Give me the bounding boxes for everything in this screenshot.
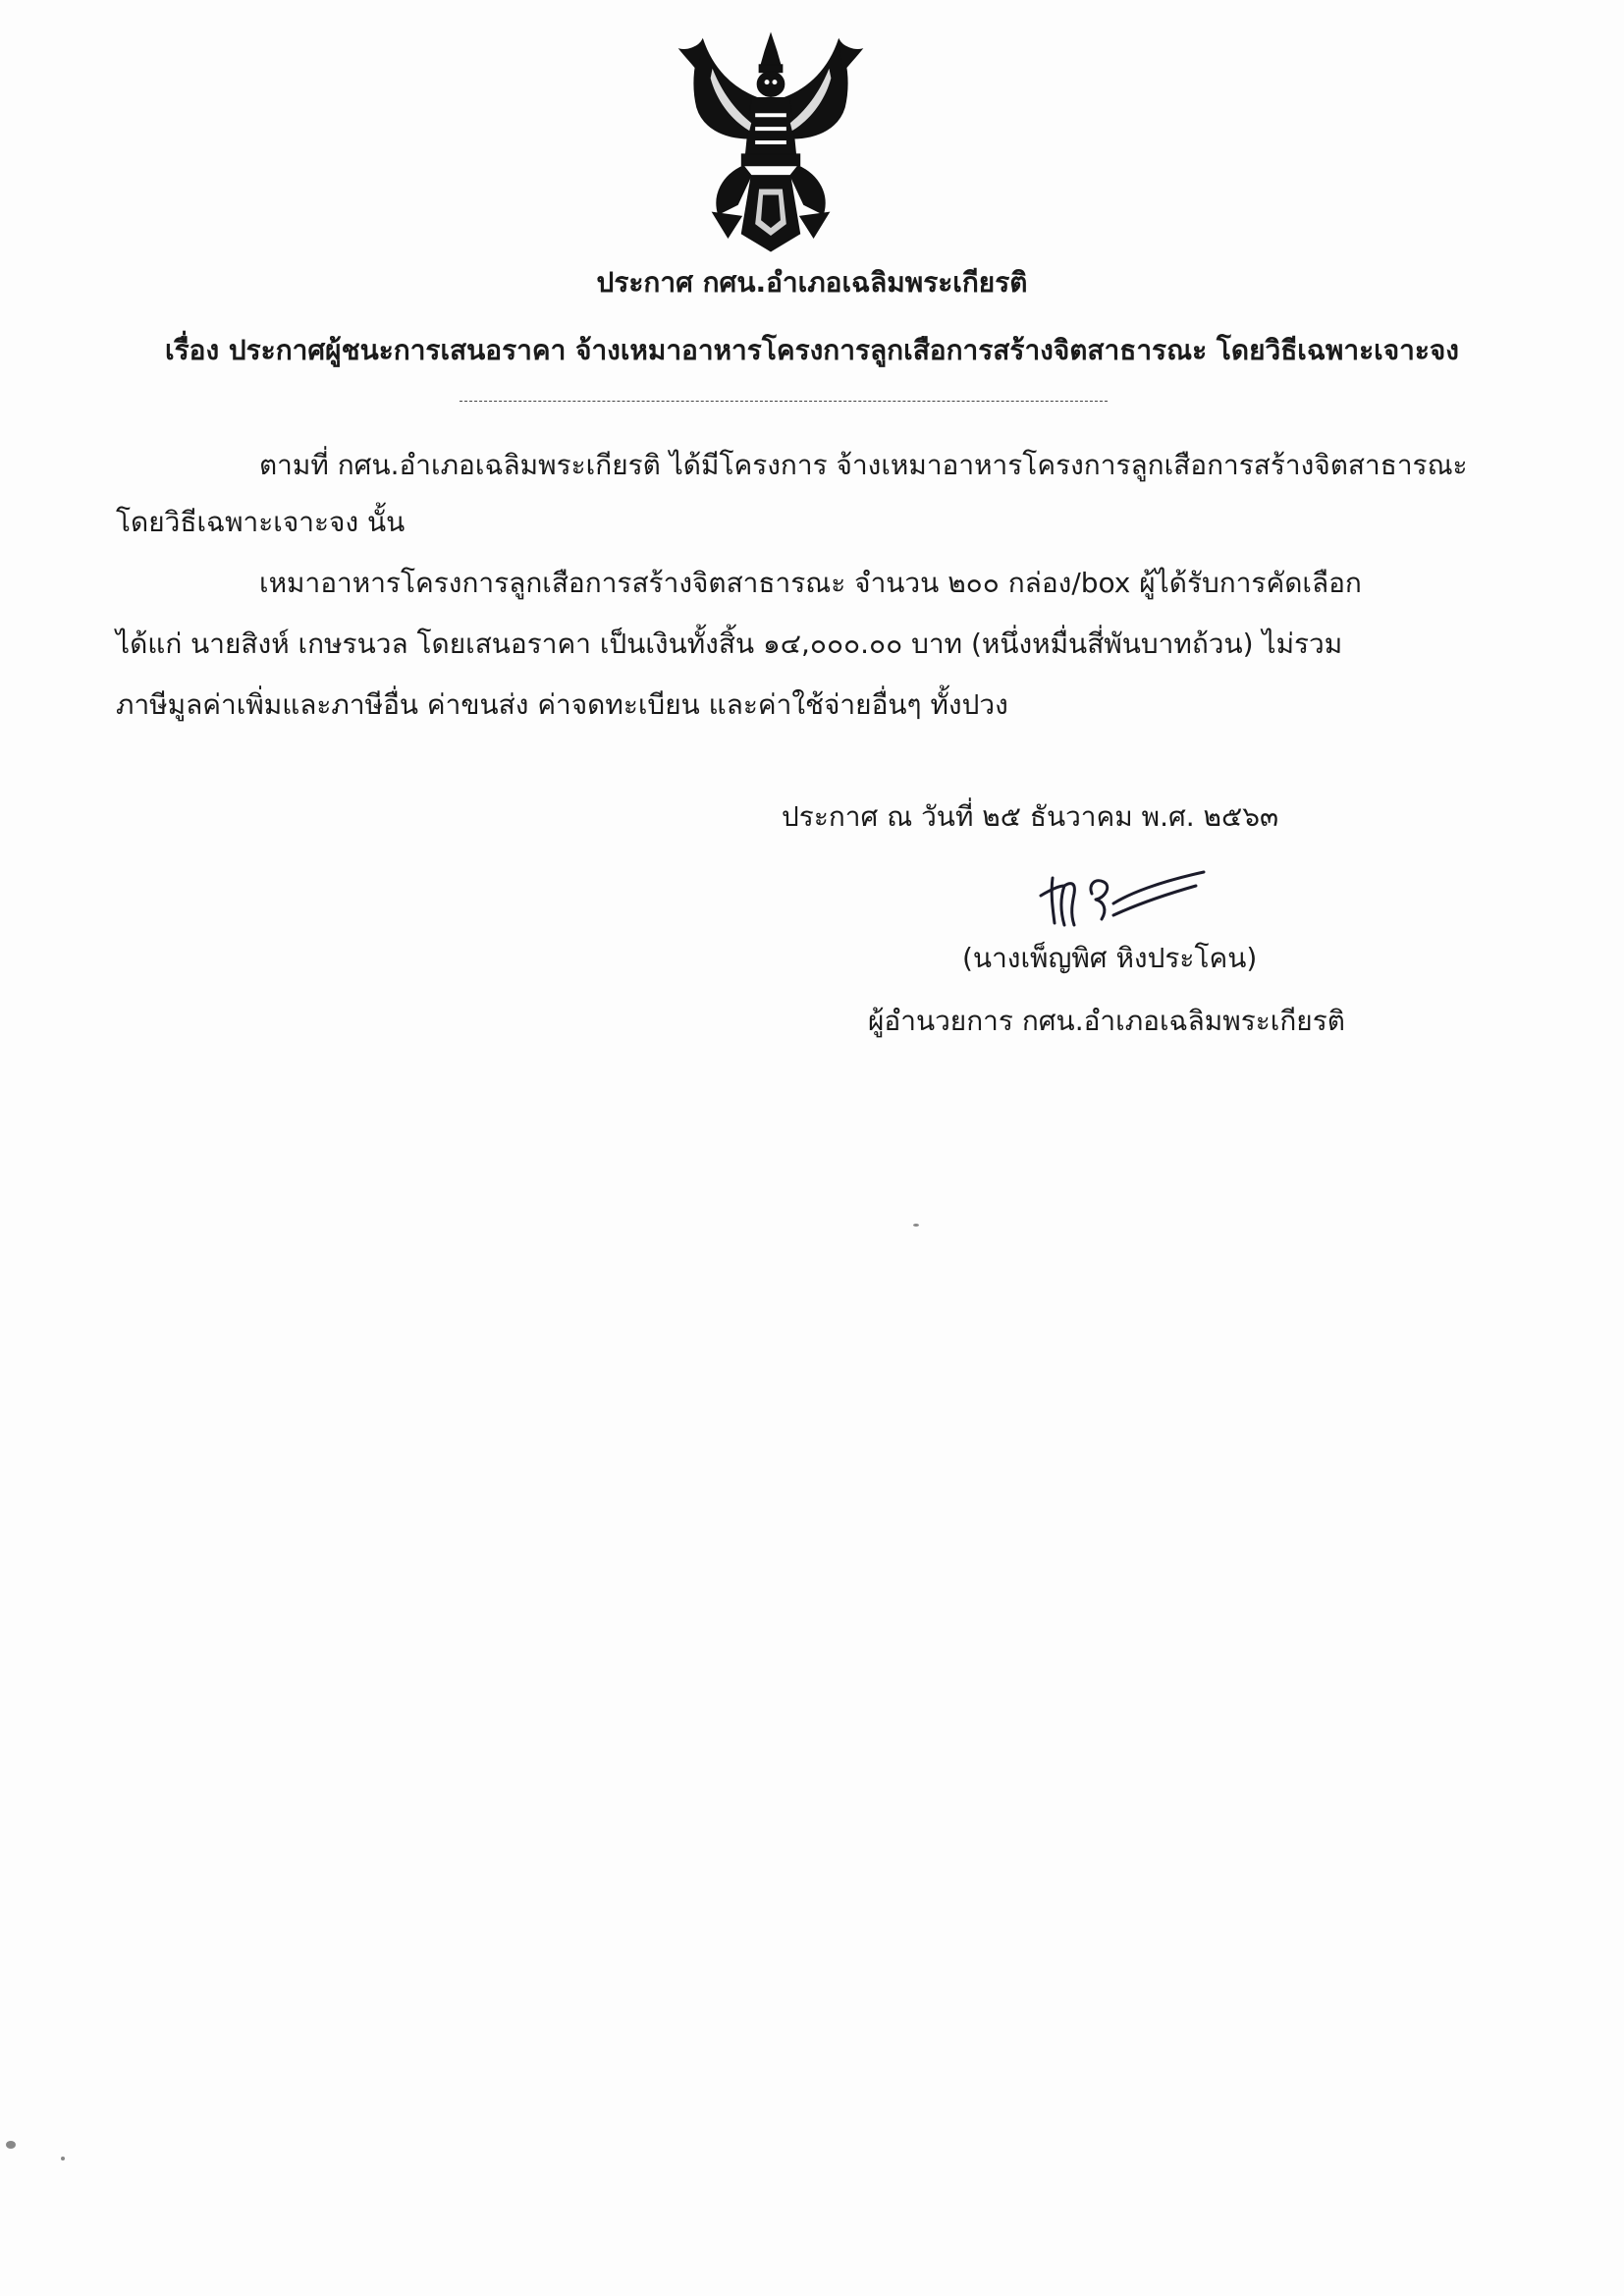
paragraph2-line3: ภาษีมูลค่าเพิ่มและภาษีอื่น ค่าขนส่ง ค่าจดทะเบียน และค่าใช้จ่ายอื่นๆ ทั้งปวง (116, 688, 1008, 721)
paragraph2-line1: เหมาอาหารโครงการลูกเสือการสร้างจิตสาธารณะ จำนวน ๒๐๐ กล่อง/box ผู้ได้รับการคัดเลือก (259, 567, 1362, 599)
signer-name: (นางเพ็ญพิศ หิงประโคน) (962, 942, 1258, 974)
paragraph2-line2: ได้แก่ นายสิงห์ เกษรนวล โดยเสนอราคา เป็นเงินทั้งสิ้น ๑๔,๐๐๐.๐๐ บาท (หนึ่งหมื่นสี่พันบาทถ้วน) ไม่รวม (116, 628, 1343, 660)
announcement-date: ประกาศ ณ วันที่ ๒๕ ธันวาคม พ.ศ. ๒๕๖๓ (782, 800, 1279, 833)
handwritten-signature (1031, 864, 1218, 935)
scan-speck (6, 2141, 16, 2149)
dashed-divider (460, 401, 1108, 402)
scan-speck (913, 1224, 919, 1227)
paragraph1-line1: ตามที่ กศน.อำเภอเฉลิมพระเกียรติ ได้มีโครงการ จ้างเหมาอาหารโครงการลูกเสือการสร้างจิตสาธารณะ (259, 449, 1468, 481)
scan-speck (61, 2157, 65, 2160)
garuda-emblem-icon (674, 27, 868, 255)
signer-position: ผู้อำนวยการ กศน.อำเภอเฉลิมพระเกียรติ (868, 1005, 1345, 1037)
announcement-subject-title: เรื่อง ประกาศผู้ชนะการเสนอราคา จ้างเหมาอาหารโครงการลูกเสือการสร้างจิตสาธารณะ โดยวิธีเฉพาะเจาะจง (165, 334, 1459, 366)
paragraph1-line2: โดยวิธีเฉพาะเจาะจง นั้น (116, 506, 406, 538)
announcement-organization-title: ประกาศ กศน.อำเภอเฉลิมพระเกียรติ (596, 266, 1028, 299)
